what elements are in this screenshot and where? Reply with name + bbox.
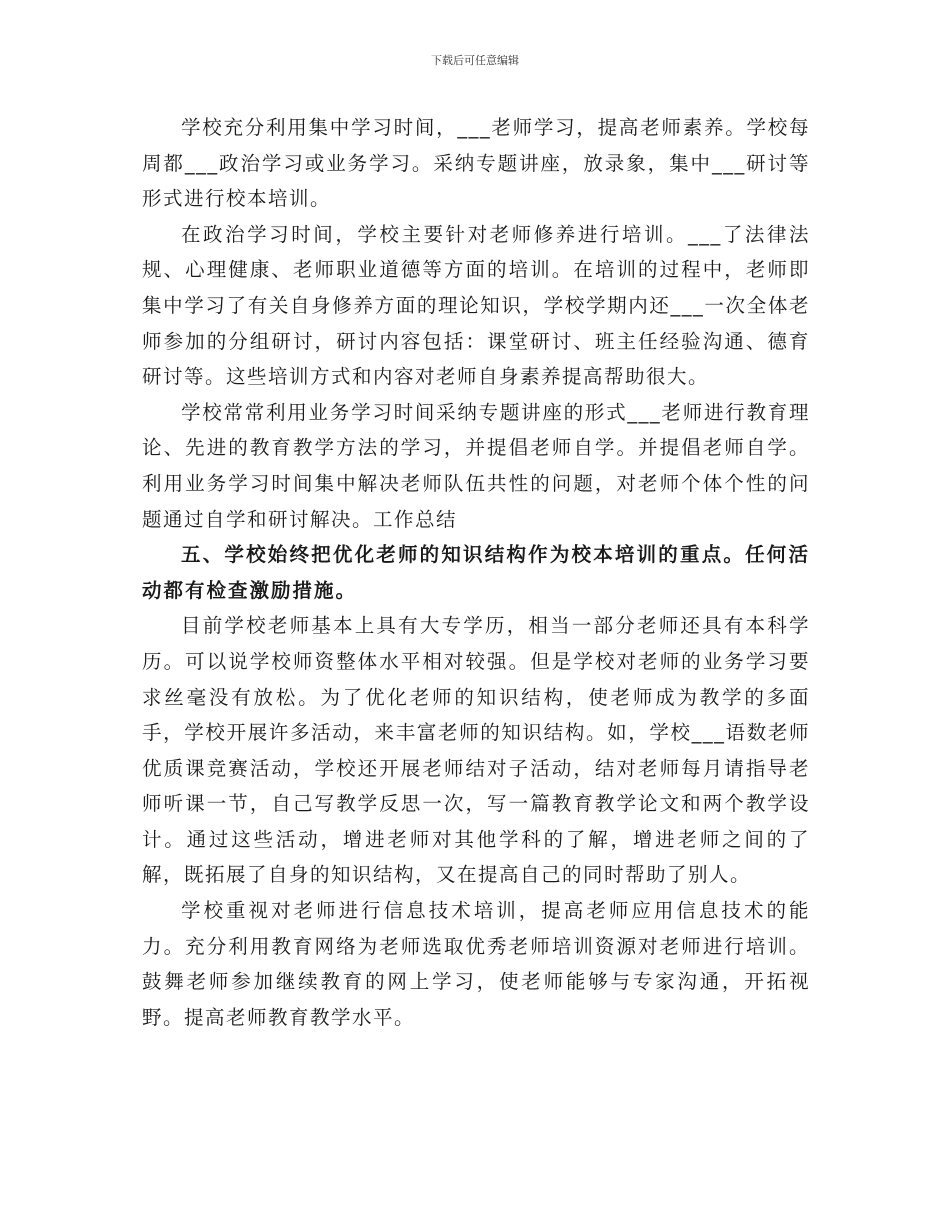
paragraph-2: 在政治学习时间，学校主要针对老师修养进行培训。___了法律法规、心理健康、老师职业道德等方面的培训。在培训的过程中，老师即集中学习了有关自身修养方面的理论知识，学校学期内还___一次全体老师参加的分组研讨，研讨内容包括：课堂研讨、班主任经验沟通、德育研讨等。这些培训方式和内容对老师自身素养提高帮助很大。 <box>142 222 810 389</box>
document-body <box>142 110 810 1035</box>
page-header: 下载后可任意编辑 <box>431 54 519 67</box>
paragraph-3: 学校常常利用业务学习时间采纳专题讲座的形式___老师进行教育理论、先进的教育教学方法的学习，并提倡老师自学。并提倡老师自学。利用业务学习时间集中解决老师队伍共性的问题，对老师个体个性的问题通过自学和研讨解决。工作总结 <box>142 400 810 531</box>
section-heading-5: 五、学校始终把优化老师的知识结构作为校本培训的重点。任何活动都有检查激励措施。 <box>142 543 810 602</box>
paragraph-5: 目前学校老师基本上具有大专学历，相当一部分老师还具有本科学历。可以说学校师资整体水平相对较强。但是学校对老师的业务学习要求丝毫没有放松。为了优化老师的知识结构，使老师成为教学的多面手，学校开展许多活动，来丰富老师的知识结构。如，学校___语数老师优质课竞赛活动，学校还开展老师结对子活动，结对老师每月请指导老师听课一节，自己写教学反思一次，写一篇教育教学论文和两个教学设计。通过这些活动，增进老师对其他学科的了解，增进老师之间的了解，既拓展了自身的知识结构，又在提高自己的同时帮助了别人。 <box>142 614 810 887</box>
paragraph-6: 学校重视对老师进行信息技术培训，提高老师应用信息技术的能力。充分利用教育网络为老师选取优秀老师培训资源对老师进行培训。鼓舞老师参加继续教育的网上学习，使老师能够与专家沟通，开拓视野。提高老师教育教学水平。 <box>142 899 810 1029</box>
paragraph-1: 学校充分利用集中学习时间，___老师学习，提高老师素养。学校每周都___政治学习或业务学习。采纳专题讲座，放录象，集中___研讨等形式进行校本培训。 <box>142 116 810 211</box>
